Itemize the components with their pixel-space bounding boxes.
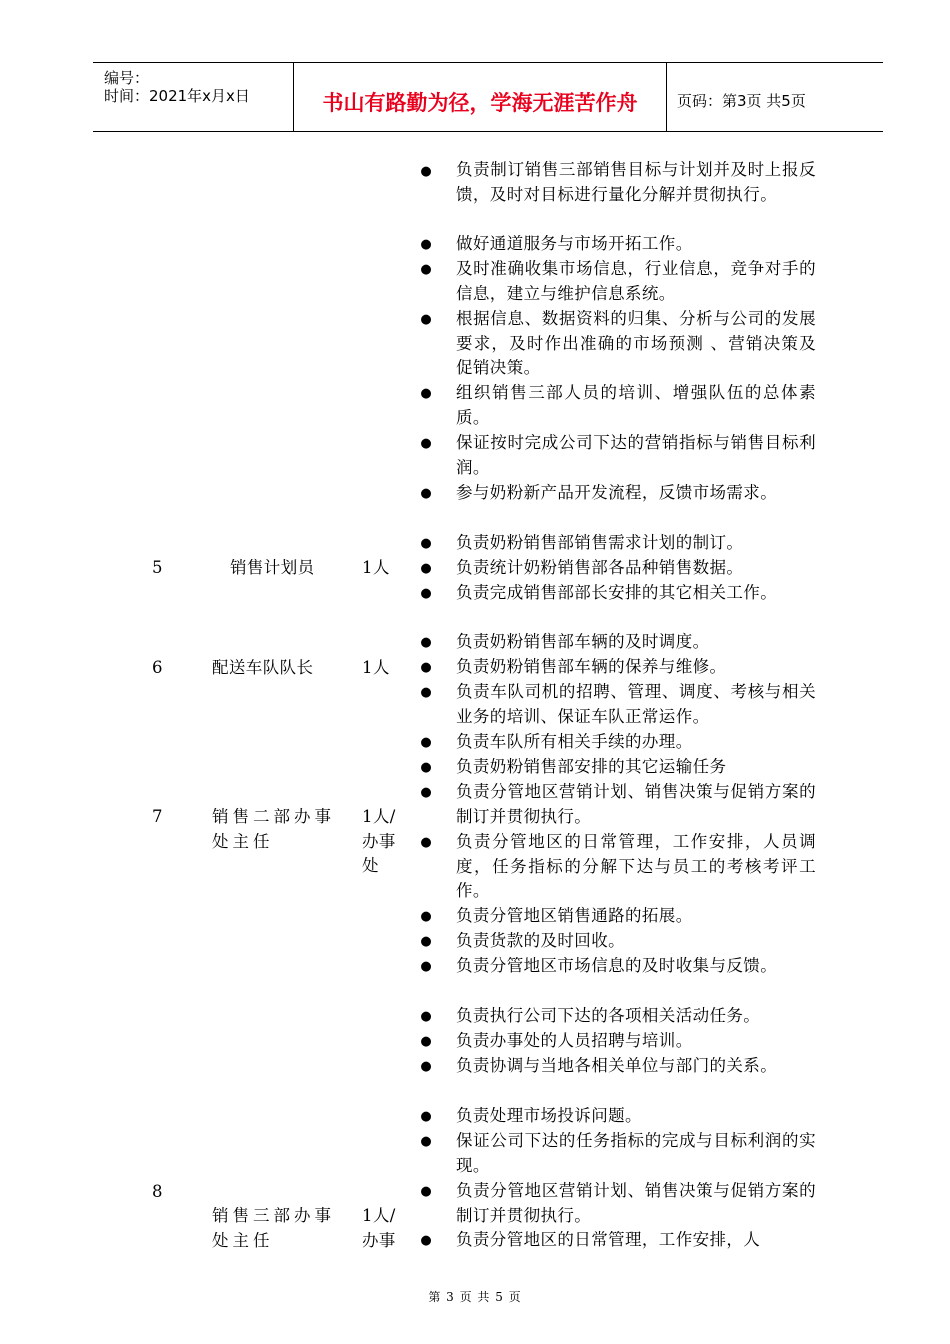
duty-item: 负责货款的及时回收。: [456, 931, 625, 950]
duty-item: 负责执行公司下达的各项相关活动任务。: [456, 1006, 761, 1025]
bullet-icon: ●: [420, 835, 432, 850]
header-motto-cell: [294, 63, 667, 131]
bullet-icon: ●: [420, 1134, 432, 1149]
bullet-icon: ●: [420, 735, 432, 750]
position-title: 销售计划员: [230, 558, 315, 577]
bullet-icon: ●: [420, 635, 432, 650]
bullet-icon: ●: [420, 1059, 432, 1074]
duty-item: 根据信息、数据资料的归集、分析与公司的发展要求，及时作出准确的市场预测 、营销决策及促销决策。: [456, 309, 816, 377]
bullet-icon: ●: [420, 1034, 432, 1049]
bullet-icon: ●: [420, 934, 432, 949]
duty-item: 参与奶粉新产品开发流程，反馈市场需求。: [456, 483, 778, 502]
bullet-icon: ●: [420, 760, 432, 775]
duty-item: 负责奶粉销售部安排的其它运输任务: [456, 757, 727, 776]
bullet-icon: ●: [420, 164, 432, 179]
header-meta: [93, 63, 294, 131]
bullet-icon: ●: [420, 312, 432, 327]
duty-item: 及时准确收集市场信息，行业信息，竞争对手的信息，建立与维护信息系统。: [456, 259, 816, 303]
bullet-icon: ●: [420, 586, 432, 601]
duty-item: 负责完成销售部部长安排的其它相关工作。: [456, 583, 778, 602]
duty-item: 做好通道服务与市场开拓工作。: [456, 234, 693, 253]
duty-item: 负责奶粉销售部车辆的及时调度。: [456, 632, 710, 651]
duty-item: 负责统计奶粉销售部各品种销售数据。: [456, 558, 744, 577]
duty-item: 负责分管地区营销计划、销售决策与促销方案的制订并贯彻执行。: [456, 1181, 816, 1225]
bullet-icon: ●: [420, 660, 432, 675]
duty-item: 负责处理市场投诉问题。: [456, 1106, 642, 1125]
headcount: 1人: [362, 558, 390, 577]
duty-item: 负责制订销售三部销售目标与计划并及时上报反馈，及时对目标进行量化分解并贯彻执行。: [456, 160, 816, 204]
bullet-icon: ●: [420, 1009, 432, 1024]
duty-item: 负责分管地区的日常管理，工作安排，人员调度，任务指标的分解下达与员工的考核考评工作。: [456, 832, 816, 900]
duty-item: 负责奶粉销售部销售需求计划的制订。: [456, 533, 744, 552]
header-page-cell: [667, 63, 883, 131]
bullet-icon: ●: [420, 1233, 432, 1248]
bullet-icon: ●: [420, 909, 432, 924]
bullet-icon: ●: [420, 536, 432, 551]
duty-item: 负责分管地区市场信息的及时收集与反馈。: [456, 956, 778, 975]
bullet-icon: ●: [420, 486, 432, 501]
position-title: 销售二部办事处主任: [212, 807, 335, 851]
bullet-icon: ●: [420, 1109, 432, 1124]
page-number-label: 页码：第3页 共5页: [677, 92, 806, 110]
headcount: 1人: [362, 658, 390, 677]
time-label: 时间：2021年x月x日: [104, 87, 250, 105]
page-footer: 第 3 页 共 5 页: [428, 1290, 522, 1304]
headcount: 1人/办事处: [362, 807, 396, 875]
bullet-icon: ●: [420, 436, 432, 451]
duty-item: 负责奶粉销售部车辆的保养与维修。: [456, 657, 727, 676]
duty-item: 负责办事处的人员招聘与培训。: [456, 1031, 693, 1050]
row-number: 8: [152, 1182, 163, 1201]
bullet-icon: ●: [420, 785, 432, 800]
bullet-icon: ●: [420, 1184, 432, 1199]
motto: 书山有路勤为径，学海无涯苦作舟: [322, 91, 638, 115]
bullet-icon: ●: [420, 262, 432, 277]
bullet-icon: ●: [420, 386, 432, 401]
duty-item: 负责协调与当地各相关单位与部门的关系。: [456, 1056, 778, 1075]
bullet-icon: ●: [420, 561, 432, 576]
row-number: 6: [152, 658, 163, 677]
headcount: 1人/办事: [362, 1206, 396, 1250]
duty-item: 组织销售三部人员的培训、增强队伍的总体素质。: [456, 383, 816, 427]
bullet-icon: ●: [420, 237, 432, 252]
row-number: 5: [152, 558, 163, 577]
position-title: 配送车队队长: [212, 658, 314, 677]
duty-item: 负责分管地区销售通路的拓展。: [456, 906, 693, 925]
bullet-icon: ●: [420, 959, 432, 974]
code-label: 编号：: [104, 69, 150, 87]
duty-item: 保证按时完成公司下达的营销指标与销售目标利润。: [456, 433, 816, 477]
position-title: 销售三部办事处主任: [212, 1206, 335, 1250]
duty-item: 保证公司下达的任务指标的完成与目标利润的实现。: [456, 1131, 816, 1175]
duty-item: 负责车队所有相关手续的办理。: [456, 732, 693, 751]
duty-item: 负责车队司机的招聘、管理、调度、考核与相关业务的培训、保证车队正常运作。: [456, 682, 816, 726]
duty-item: 负责分管地区营销计划、销售决策与促销方案的制订并贯彻执行。: [456, 782, 816, 826]
page-header: [93, 62, 883, 132]
bullet-icon: ●: [420, 685, 432, 700]
row-number: 7: [152, 807, 163, 826]
duty-item: 负责分管地区的日常管理，工作安排，人: [456, 1230, 761, 1249]
